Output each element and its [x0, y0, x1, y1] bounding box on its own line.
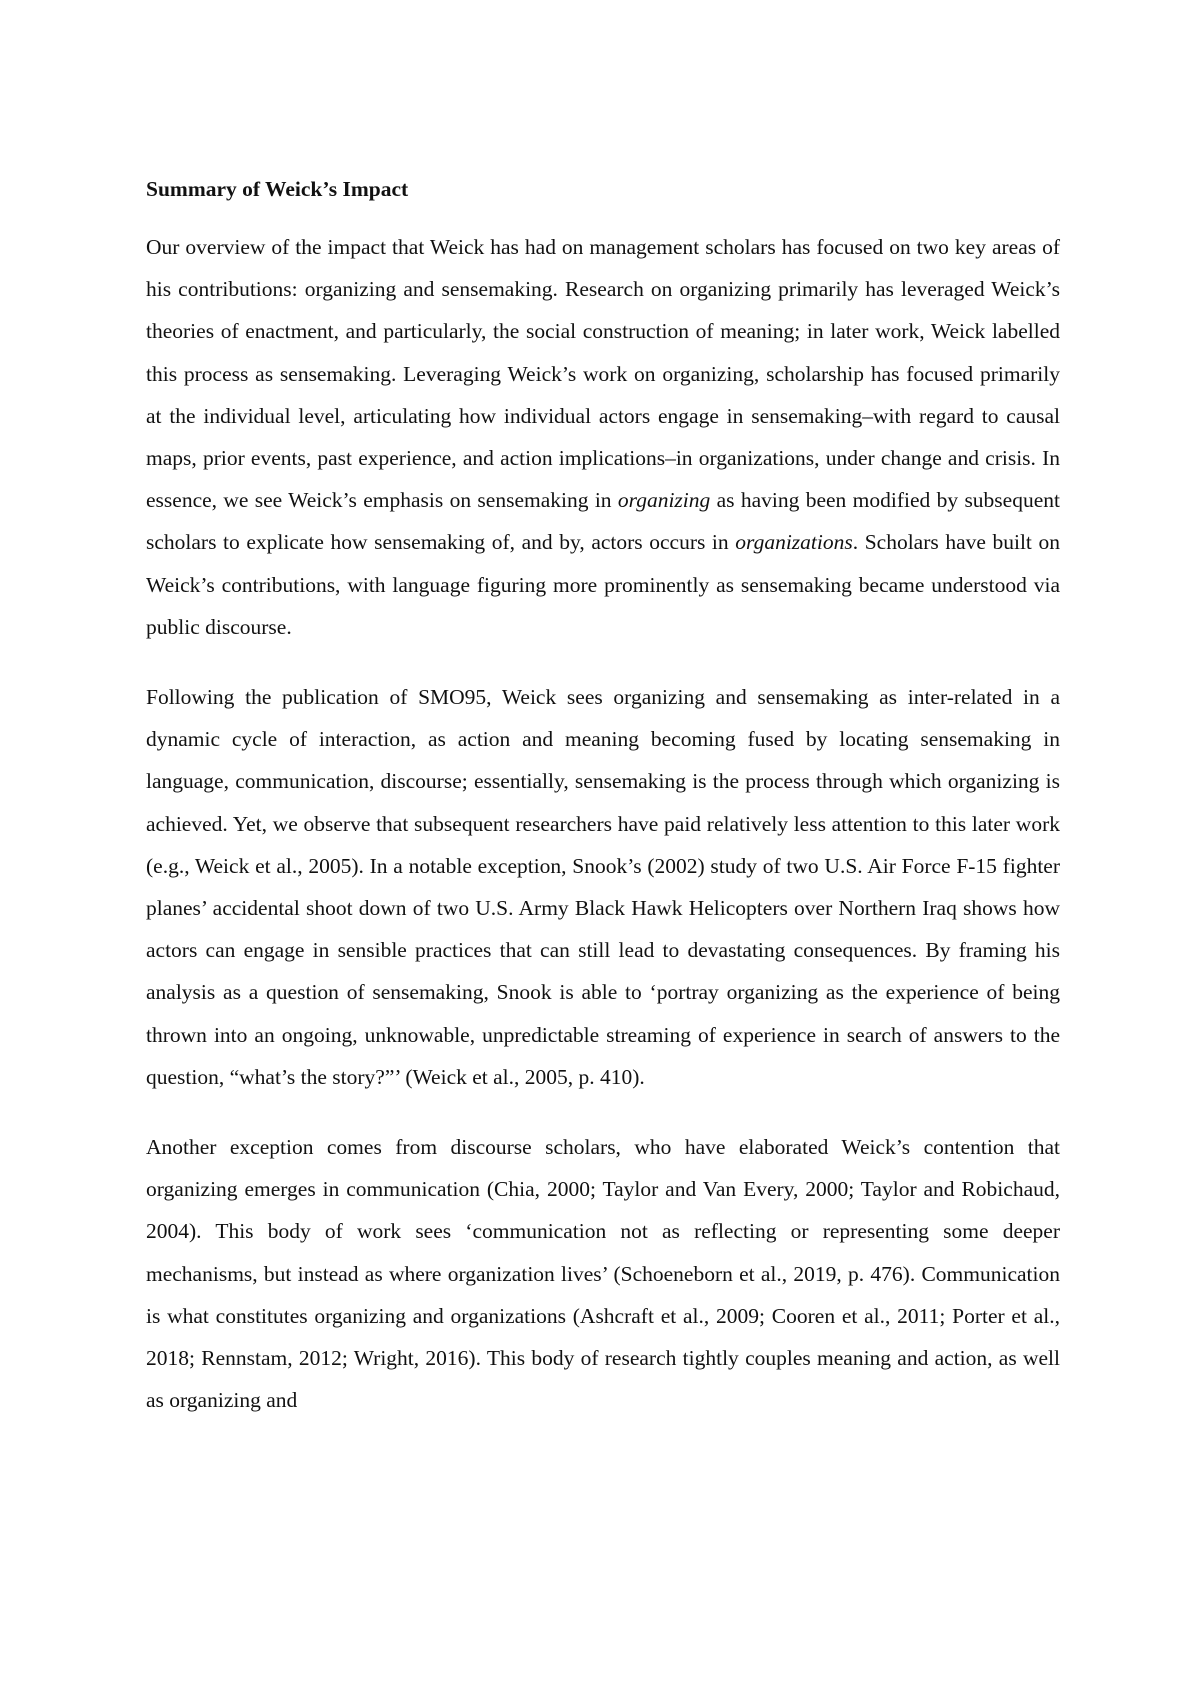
paragraph-3: Another exception comes from discourse scholars, who have elaborated Weick’s contention that organizing emerges in communication (Chia, 2000; Taylor and Van Every, 2000; Taylor and Robichaud, 2004). This body of work sees ‘communication not as reflecting or representing some deeper mechanisms, but instead as where organization lives’ (Schoeneborn et al., 2019, p. 476). Communication is what constitutes organizing and organizations (Ashcraft et al., 2009; Cooren et al., 2011; Porter et al., 2018; Rennstam, 2012; Wright, 2016). This body of research tightly couples meaning and action, as well as organizing and — [146, 1135, 1060, 1413]
paragraph-2: Following the publication of SMO95, Weick sees organizing and sensemaking as inter-related in a dynamic cycle of interaction, as action and meaning becoming fused by locating sensemaking in language, communication, discourse; essentially, sensemaking is the process through which organizing is achieved. Yet, we observe that subsequent researchers have paid relatively less attention to this later work (e.g., Weick et al., 2005). In a notable exception, Snook’s (2002) study of two U.S. Air Force F-15 fighter planes’ accidental shoot down of two U.S. Army Black Hawk Helicopters over Northern Iraq shows how actors can engage in sensible practices that can still lead to devastating consequences. By framing his analysis as a question of sensemaking, Snook is able to ‘portray organizing as the experience of being thrown into an ongoing, unknowable, unpredictable streaming of experience in search of answers to the question, “what’s the story?”’ (Weick et al., 2005, p. 410). — [146, 685, 1060, 1089]
paragraph-1-italic-organizing: organizing — [617, 488, 711, 513]
section-heading: Summary of Weick’s Impact — [146, 177, 409, 201]
paragraph-1-italic-organizations: organizations — [735, 530, 853, 555]
paragraph-1-text-a: Our overview of the impact that Weick has had on management scholars has focused on two key areas of his contributions: organizing and sensemaking. Research on organizing primarily has leveraged Weick’s theories of enactment, and particularly, the social construction of meaning; in later work, Weick labelled this process as sensemaking. Leveraging Weick’s work on organizing, scholarship has focused primarily at the individual level, articulating how individual actors engage in sensemaking–with regard to causal maps, prior events, past experience, and action implications–in organizations, under change and crisis. In essence, we see Weick’s emphasis on sensemaking in — [146, 235, 1060, 513]
document-body — [146, 174, 1060, 1449]
paragraph-1-text-c: . Scholars have built on Weick’s contributions, with language figuring more prominently as sensemaking became understood via public discourse. — [146, 530, 1060, 639]
paragraph-1 — [146, 226, 1060, 648]
paragraph-1-text-b: as having been modified by subsequent scholars to explicate how sensemaking of, and by, actors occurs in — [146, 488, 1060, 555]
